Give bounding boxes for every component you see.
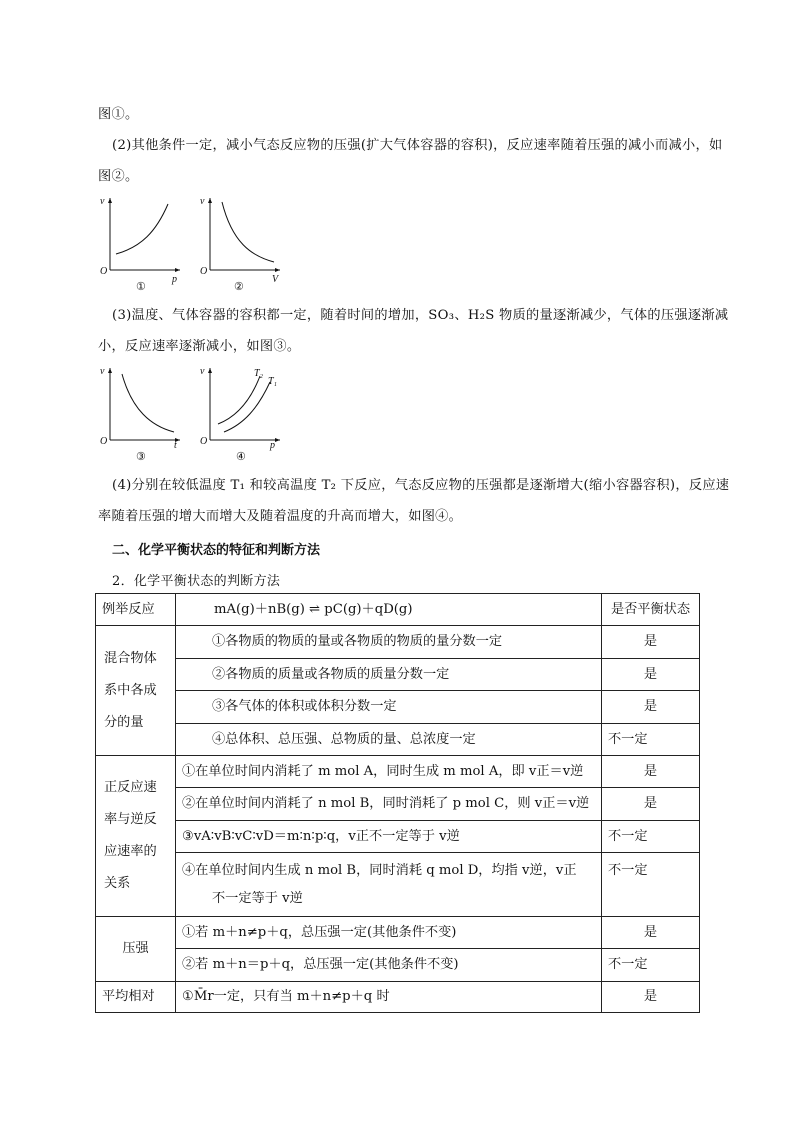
result-cell: 是 <box>602 659 700 691</box>
graph-4-t1-label: T₁ <box>268 376 278 387</box>
graph-1-y-label: v <box>100 196 105 207</box>
graph-3-x-label: t <box>174 440 177 451</box>
paragraph-4-line-1: (4)分别在较低温度 T₁ 和较高温度 T₂ 下反应，气态反应物的压强都是逐渐增大(缩小容器容积)，反应速 <box>112 478 730 493</box>
paragraph-1-tail: 图①。 <box>98 107 139 122</box>
graph-4-origin: O <box>200 436 208 447</box>
graph-1-origin: O <box>100 266 108 277</box>
graph-2-caption: ② <box>234 281 244 292</box>
table-row <box>96 917 700 949</box>
graph-2-y-label: v <box>200 196 205 207</box>
condition-cell: ②若 m＋n＝p＋q，总压强一定(其他条件不变) <box>176 949 602 982</box>
reaction-equation: mA(g)＋nB(g) ⇌ pC(g)＋qD(g) <box>214 601 413 617</box>
graph-4-x-label: p <box>270 440 275 451</box>
graph-3-origin: O <box>100 436 108 447</box>
paragraph-4-line-2: 率随着压强的增大而增大及随着温度的升高而增大，如图④。 <box>98 509 463 524</box>
category-pressure: 压强 <box>96 917 176 982</box>
graph-2-x-label: V <box>272 274 279 285</box>
header-is-equilibrium: 是否平衡状态 <box>602 594 700 626</box>
graph-3 <box>96 362 186 466</box>
graph-1-x-label: p <box>172 274 177 285</box>
graph-3-caption: ③ <box>136 451 146 462</box>
header-reaction-equation <box>176 594 602 626</box>
result-cell: 不一定 <box>602 949 700 982</box>
result-cell: 是 <box>602 756 700 788</box>
table-row <box>96 659 700 691</box>
condition-cell: ①M̄r一定，只有当 m＋n≠p＋q 时 <box>176 982 602 1013</box>
condition-cell: ④在单位时间内生成 n mol B，同时消耗 q mol D，均指 v逆，v正 不一定等于 v逆 <box>176 853 602 917</box>
category-average-relative: 平均相对 <box>96 982 176 1013</box>
graph-4-caption: ④ <box>236 451 246 462</box>
table-row <box>96 853 700 917</box>
section-subheading: 2．化学平衡状态的判断方法 <box>112 574 281 589</box>
table-row <box>96 788 700 821</box>
graph-1 <box>96 192 186 296</box>
condition-cell: ②各物质的质量或各物质的质量分数一定 <box>176 659 602 691</box>
result-cell: 是 <box>602 691 700 724</box>
table-row <box>96 821 700 853</box>
condition-cell: ①若 m＋n≠p＋q，总压强一定(其他条件不变) <box>176 917 602 949</box>
paragraph-3-line-2: 小，反应速率逐渐减小，如图③。 <box>98 339 301 354</box>
graph-4 <box>196 362 286 466</box>
header-example-reaction: 例举反应 <box>96 594 176 626</box>
category-rate-relation: 正反应速 率与逆反 应速率的 关系 <box>96 756 176 917</box>
result-cell: 是 <box>602 917 700 949</box>
graph-2 <box>196 192 286 296</box>
condition-cell: ①各物质的物质的量或各物质的物质的量分数一定 <box>176 626 602 659</box>
condition-cell: ②在单位时间内消耗了 n mol B，同时消耗了 p mol C，则 v正＝v逆 <box>176 788 602 821</box>
graph-1-caption: ① <box>136 281 146 292</box>
graph-3-y-label: v <box>100 366 105 377</box>
table-header-row <box>96 594 700 626</box>
table-row <box>96 724 700 756</box>
table-row <box>96 691 700 724</box>
condition-cell: ③vA∶vB∶vC∶vD＝m∶n∶p∶q，v正不一定等于 v逆 <box>176 821 602 853</box>
table-row <box>96 626 700 659</box>
result-cell: 是 <box>602 626 700 659</box>
table-row <box>96 982 700 1013</box>
graph-4-t2-label: T₂ <box>254 368 264 379</box>
table-row <box>96 756 700 788</box>
result-cell: 不一定 <box>602 724 700 756</box>
condition-cell: ①在单位时间内消耗了 m mol A，同时生成 m mol A，即 v正＝v逆 <box>176 756 602 788</box>
result-cell: 不一定 <box>602 853 700 917</box>
paragraph-2-line-1: (2)其他条件一定，减小气态反应物的压强(扩大气体容器的容积)，反应速率随着压强的减小而减小，如 <box>112 138 723 153</box>
paragraph-2-line-2: 图②。 <box>98 169 139 184</box>
equilibrium-judgment-table <box>95 593 700 1013</box>
condition-cell: ④总体积、总压强、总物质的量、总浓度一定 <box>176 724 602 756</box>
category-mixture-amounts: 混合物体 系中各成 分的量 <box>96 626 176 756</box>
graph-2-origin: O <box>200 266 208 277</box>
paragraph-3-line-1: (3)温度、气体容器的容积都一定，随着时间的增加，SO₃、H₂S 物质的量逐渐减少，气体的压强逐渐减 <box>112 308 729 323</box>
section-heading: 二、化学平衡状态的特征和判断方法 <box>112 543 321 558</box>
graph-4-y-label: v <box>200 366 205 377</box>
condition-cell: ③各气体的体积或体积分数一定 <box>176 691 602 724</box>
result-cell: 不一定 <box>602 821 700 853</box>
result-cell: 是 <box>602 788 700 821</box>
result-cell: 是 <box>602 982 700 1013</box>
table-row <box>96 949 700 982</box>
